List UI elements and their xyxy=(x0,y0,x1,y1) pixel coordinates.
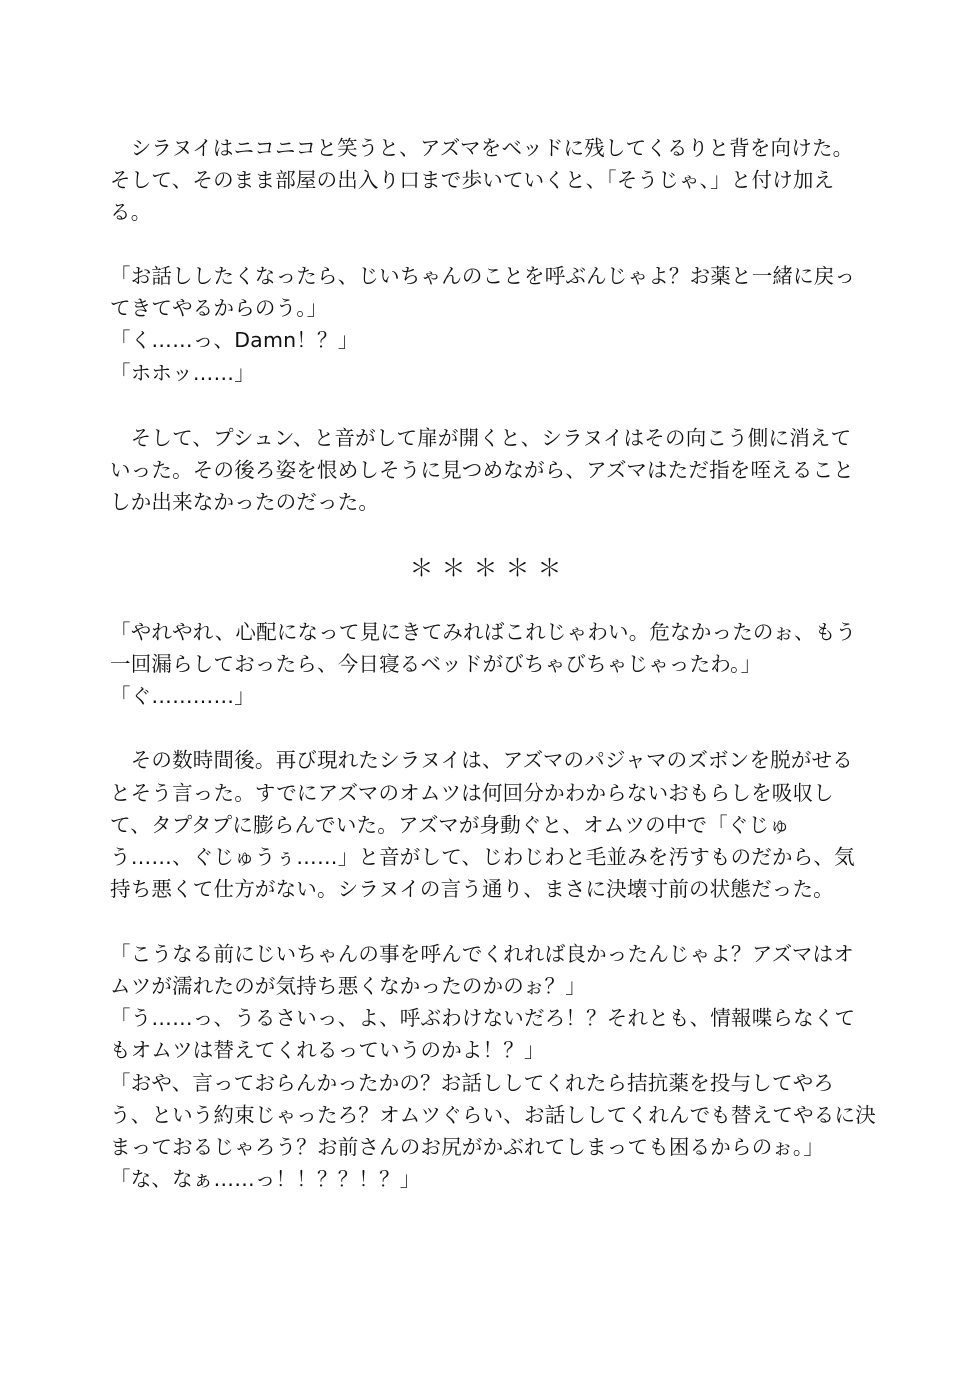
text-line: 持ち悪くて仕方がない。シラヌイの言う通り、まさに決壊寸前の状態だった。 xyxy=(110,877,834,901)
text-line: そして、そのまま部屋の出入り口まで歩いていくと、「そうじゃ、」と付け加え xyxy=(110,168,835,192)
text-line: 「く……っ、Damn！？」 xyxy=(110,328,359,352)
text-line: 一回漏らしておったら、今日寝るベッドがびちゃびちゃじゃったわ。」 xyxy=(110,652,762,676)
section-separator: ＊＊＊＊＊ xyxy=(409,554,570,582)
text-line: う……、ぐじゅうぅ……」と音がして、じわじわと毛並みを汚すものだから、気 xyxy=(110,845,855,869)
text-line: まっておるじゃろう？お前さんのお尻がかぶれてしまっても困るからのぉ。」 xyxy=(110,1135,825,1159)
text-line: とそう言った。すでにアズマのオムツは何回分かわからないおもらしを吸収し xyxy=(110,781,834,805)
text-line: 「ぐ…………」 xyxy=(110,684,255,708)
text-line: う、という約束じゃったろ？オムツぐらい、お話ししてくれんでも替えてやるに決 xyxy=(110,1103,876,1127)
text-line: そして、プシュン、と音がして扉が開くと、シラヌイはその向こう側に消えて xyxy=(110,426,852,450)
text-line: もオムツは替えてくれるっていうのかよ！？」 xyxy=(110,1038,545,1062)
text-line: 「お話ししたくなったら、じいちゃんのことを呼ぶんじゃよ？お薬と一緒に戻っ xyxy=(110,264,856,288)
text-line: てきてやるからのう。」 xyxy=(110,296,328,320)
text-line: しか出来なかったのだった。 xyxy=(110,490,380,514)
text-line: る。 xyxy=(110,200,152,224)
text-line: 「う……っ、うるさいっ、よ、呼ぶわけないだろ！？それとも、情報喋らなくて xyxy=(110,1006,856,1030)
text-line: その数時間後。再び現れたシラヌイは、アズマのパジャマのズボンを脱がせる xyxy=(110,748,853,772)
text-line: ムツが濡れたのが気持ち悪くなかったのかのぉ？」 xyxy=(110,974,586,998)
text-line: 「やれやれ、心配になって見にきてみればこれじゃわい。危なかったのぉ、もう xyxy=(110,620,857,644)
text-line: 「こうなる前にじいちゃんの事を呼んでくれれば良かったんじゃよ？アズマはオ xyxy=(110,942,854,966)
text-line: 「ホホッ……」 xyxy=(110,361,255,385)
text-line: いった。その後ろ姿を恨めしそうに見つめながら、アズマはただ指を咥えること xyxy=(110,458,854,482)
text-line: シラヌイはニコニコと笑うと、アズマをベッドに残してくるりと背を向けた。 xyxy=(110,136,854,160)
text-line: 「おや、言っておらんかったかの？お話ししてくれたら拮抗薬を投与してやろ xyxy=(110,1071,835,1095)
text-line: 「な、なぁ……っ！！？？！？」 xyxy=(110,1167,421,1191)
text-line: て、タプタプに膨らんでいた。アズマが身動ぐと、オムツの中で「ぐじゅ xyxy=(110,813,791,837)
